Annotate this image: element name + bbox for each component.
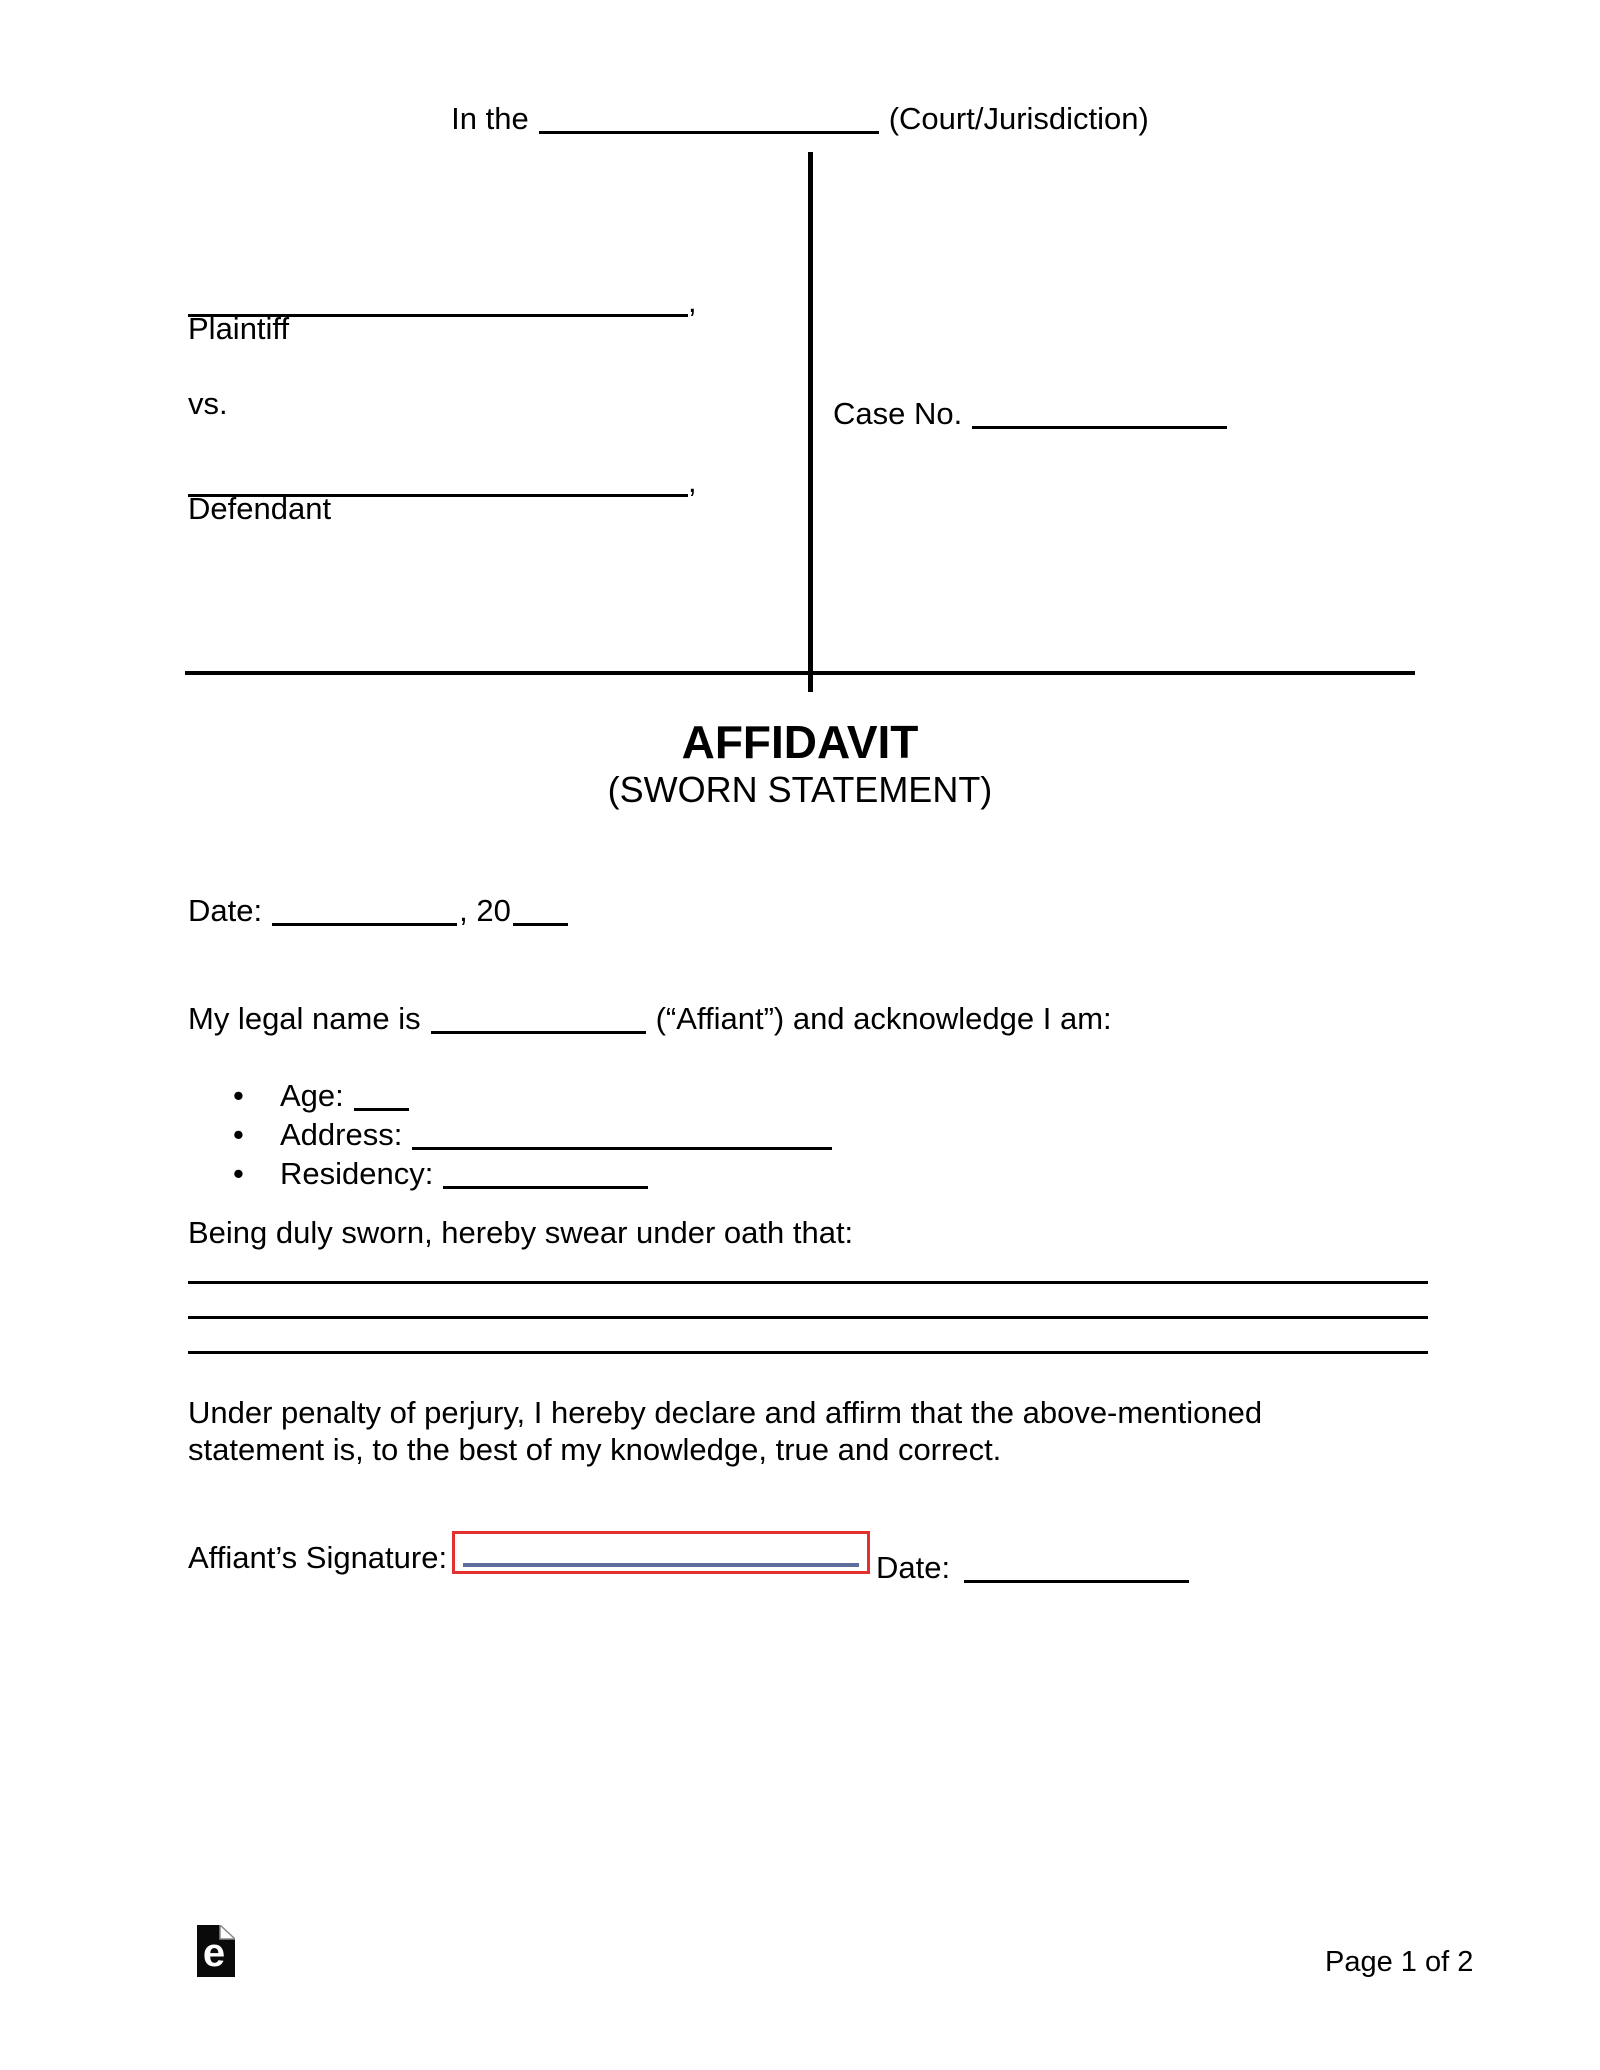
residency-blank bbox=[443, 1152, 648, 1189]
eforms-logo bbox=[197, 1925, 235, 1984]
plaintiff-comma: , bbox=[688, 284, 697, 319]
plaintiff-label: Plaintiff bbox=[188, 311, 290, 346]
case-no-label: Case No. bbox=[833, 396, 963, 431]
defendant-label: Defendant bbox=[188, 491, 332, 526]
header-suffix: (Court/Jurisdiction) bbox=[888, 101, 1149, 136]
legal-name-row bbox=[188, 992, 1112, 1036]
legal-name-prefix: My legal name is bbox=[188, 1001, 421, 1036]
page-indicator: Page 1 of 2 bbox=[1325, 1946, 1474, 1978]
statement-line-1 bbox=[188, 1281, 1428, 1284]
date-year-prefix: , 20 bbox=[459, 893, 511, 928]
defendant-comma: , bbox=[688, 464, 697, 499]
residency-label: Residency: bbox=[280, 1156, 434, 1191]
statement-line-3 bbox=[188, 1351, 1428, 1354]
address-blank bbox=[412, 1113, 832, 1150]
bullet-icon: • bbox=[233, 1117, 244, 1152]
court-name-blank bbox=[539, 97, 879, 134]
eforms-logo-icon bbox=[197, 1925, 235, 1977]
bullet-residency-row bbox=[233, 1147, 648, 1191]
header-prefix: In the bbox=[451, 101, 529, 136]
date-year-blank bbox=[513, 889, 568, 926]
bullet-address-row bbox=[233, 1108, 832, 1152]
age-label: Age: bbox=[280, 1078, 344, 1113]
case-no-blank bbox=[972, 392, 1227, 429]
case-no-row bbox=[833, 387, 1227, 431]
bullet-age-row bbox=[233, 1069, 409, 1113]
bullet-icon: • bbox=[233, 1156, 244, 1191]
signature-field-underline bbox=[463, 1563, 859, 1567]
signature-date-label: Date: bbox=[876, 1550, 951, 1585]
bullet-icon: • bbox=[233, 1078, 244, 1113]
statement-line-2 bbox=[188, 1316, 1428, 1319]
affidavit-subtitle: (SWORN STATEMENT) bbox=[607, 769, 993, 810]
affidavit-title: AFFIDAVIT bbox=[681, 716, 919, 768]
legal-name-suffix: (“Affiant”) and acknowledge I am: bbox=[655, 1001, 1112, 1036]
age-blank bbox=[354, 1074, 409, 1111]
address-label: Address: bbox=[280, 1117, 403, 1152]
perjury-statement-line-1: Under penalty of perjury, I hereby declare and affirm that the above-mentioned bbox=[188, 1395, 1263, 1430]
legal-name-blank bbox=[431, 997, 646, 1034]
date-label: Date: bbox=[188, 893, 263, 928]
signature-date-row bbox=[876, 1541, 1189, 1585]
sworn-intro: Being duly sworn, hereby swear under oath that: bbox=[188, 1215, 854, 1250]
perjury-statement-line-2: statement is, to the best of my knowledge, true and correct. bbox=[188, 1432, 1002, 1467]
date-row bbox=[188, 884, 568, 928]
logo-letter: e bbox=[202, 1931, 226, 1975]
vs-label: vs. bbox=[188, 386, 228, 421]
signature-date-blank bbox=[964, 1546, 1189, 1583]
caption-horizontal-divider bbox=[185, 671, 1415, 675]
signature-field[interactable] bbox=[452, 1531, 870, 1574]
date-blank bbox=[272, 889, 457, 926]
caption-vertical-divider bbox=[808, 152, 813, 692]
affiant-signature-label: Affiant’s Signature: bbox=[188, 1540, 448, 1575]
court-jurisdiction-line bbox=[0, 92, 1600, 136]
